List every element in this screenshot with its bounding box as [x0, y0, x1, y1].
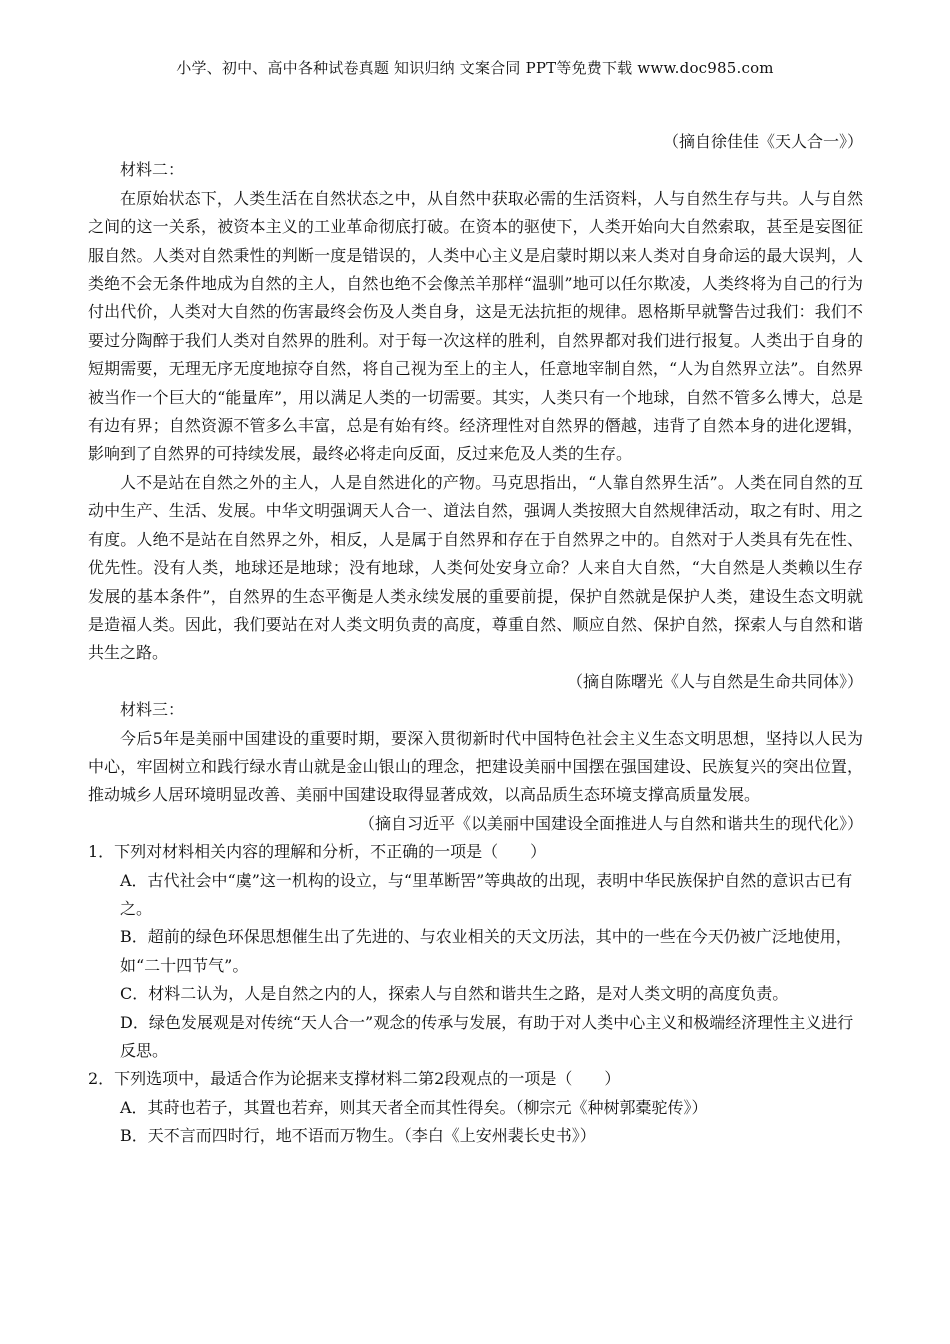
source-citation-3: （摘自习近平《以美丽中国建设全面推进人与自然和谐共生的现代化》）	[358, 813, 863, 833]
question-1-option-b: B．超前的绿色环保思想催生出了先进的、与农业相关的天文历法，其中的一些在今天仍被广泛地使用，如“二十四节气”。	[120, 927, 852, 975]
question-1-stem: 1．下列对材料相关内容的理解和分析，不正确的一项是（ ）	[88, 842, 547, 862]
source-citation-1: （摘自徐佳佳《天人合一》）	[662, 132, 863, 151]
material-3-paragraph-1: 今后5年是美丽中国建设的重要时期，要深入贯彻新时代中国特色社会主义生态文明思想，坚持以人民为中心，牢固树立和践行绿水青山就是金山银山的理念，把建设美丽中国摆在强国建设、民族复兴的突出位置，推动城乡人居环境明显改善、美丽中国建设取得显著成效，以高品质生态环境支撑高质量发展。	[88, 728, 863, 805]
material-3-label: 材料三：	[120, 700, 185, 720]
question-1-option-d: D．绿色发展观是对传统“天人合一”观念的传承与发展，有助于对人类中心主义和极端经济理性主义进行反思。	[120, 1012, 854, 1060]
document-body	[88, 128, 863, 1151]
question-1-option-a: A．古代社会中“虞”这一机构的设立，与“里革断罟”等典故的出现，表明中华民族保护自然的意识古已有之。	[120, 870, 853, 918]
material-2-label: 材料二：	[120, 160, 185, 180]
material-2-paragraph-2: 人不是站在自然之外的主人，人是自然进化的产物。马克思指出，“人靠自然界生活”。人类在同自然的互动中生产、生活、发展。中华文明强调天人合一、道法自然，强调人类按照大自然规律活动，取之有时、用之有度。人绝不是站在自然界之外，相反，人是属于自然界和存在于自然界之中的。自然对于人类具有先在性、优先性。没有人类，地球还是地球；没有地球，人类何处安身立命？人来自大自然，“大自然是人类赖以生存发展的基本条件”，自然界的生态平衡是人类永续发展的重要前提，保护自然就是保护人类，建设生态文明就是造福人类。因此，我们要站在对人类文明负责的高度，尊重自然、顺应自然、保护自然，探索人与自然和谐共生之路。	[88, 472, 863, 663]
page-header: 小学、初中、高中各种试卷真题 知识归纳 文案合同 PPT等免费下载 www.doc985.com	[176, 59, 774, 77]
material-2-paragraph-1: 在原始状态下，人类生活在自然状态之中，从自然中获取必需的生活资料，人与自然生存与共。人与自然之间的这一关系，被资本主义的工业革命彻底打破。在资本的驱使下，人类开始向大自然索取，甚至是妄图征服自然。人类对自然秉性的判断一度是错误的，人类中心主义是启蒙时期以来人类对自身命运的最大误判，人类绝不会无条件地成为自然的主人，自然也绝不会像羔羊那样“温驯”地可以任尔欺凌，人类终将为自己的行为付出代价，人类对大自然的伤害最终会伤及人类自身，这是无法抗拒的规律。恩格斯早就警告过我们：我们不要过分陶醉于我们人类对自然界的胜利。对于每一次这样的胜利，自然界都对我们进行报复。人类出于自身的短期需要，无理无序无度地掠夺自然，将自己视为至上的主人，任意地宰制自然，“人为自然界立法”。自然界被当作一个巨大的“能量库”，用以满足人类的一切需要。其实，人类只有一个地球，自然不管多么博大，总是有边有界；自然资源不管多么丰富，总是有始有终。经济理性对自然界的僭越，违背了自然本身的进化逻辑，影响到了自然界的可持续发展，最终必将走向反面，反过来危及人类的生存。	[88, 188, 863, 464]
source-citation-2: （摘自陈曙光《人与自然是生命共同体》）	[566, 671, 863, 691]
question-2-stem: 2．下列选项中，最适合作为论据来支撑材料二第2段观点的一项是（ ）	[88, 1069, 621, 1089]
question-2-option-b: B．天不言而四时行，地不语而万物生。（李白《上安州裴长史书》）	[120, 1126, 596, 1146]
question-1-option-c: C．材料二认为，人是自然之内的人，探索人与自然和谐共生之路，是对人类文明的高度负责。	[120, 984, 789, 1004]
question-2-option-a: A．其莳也若子，其置也若弃，则其天者全而其性得矣。（柳宗元《种树郭橐驼传》）	[120, 1097, 708, 1117]
